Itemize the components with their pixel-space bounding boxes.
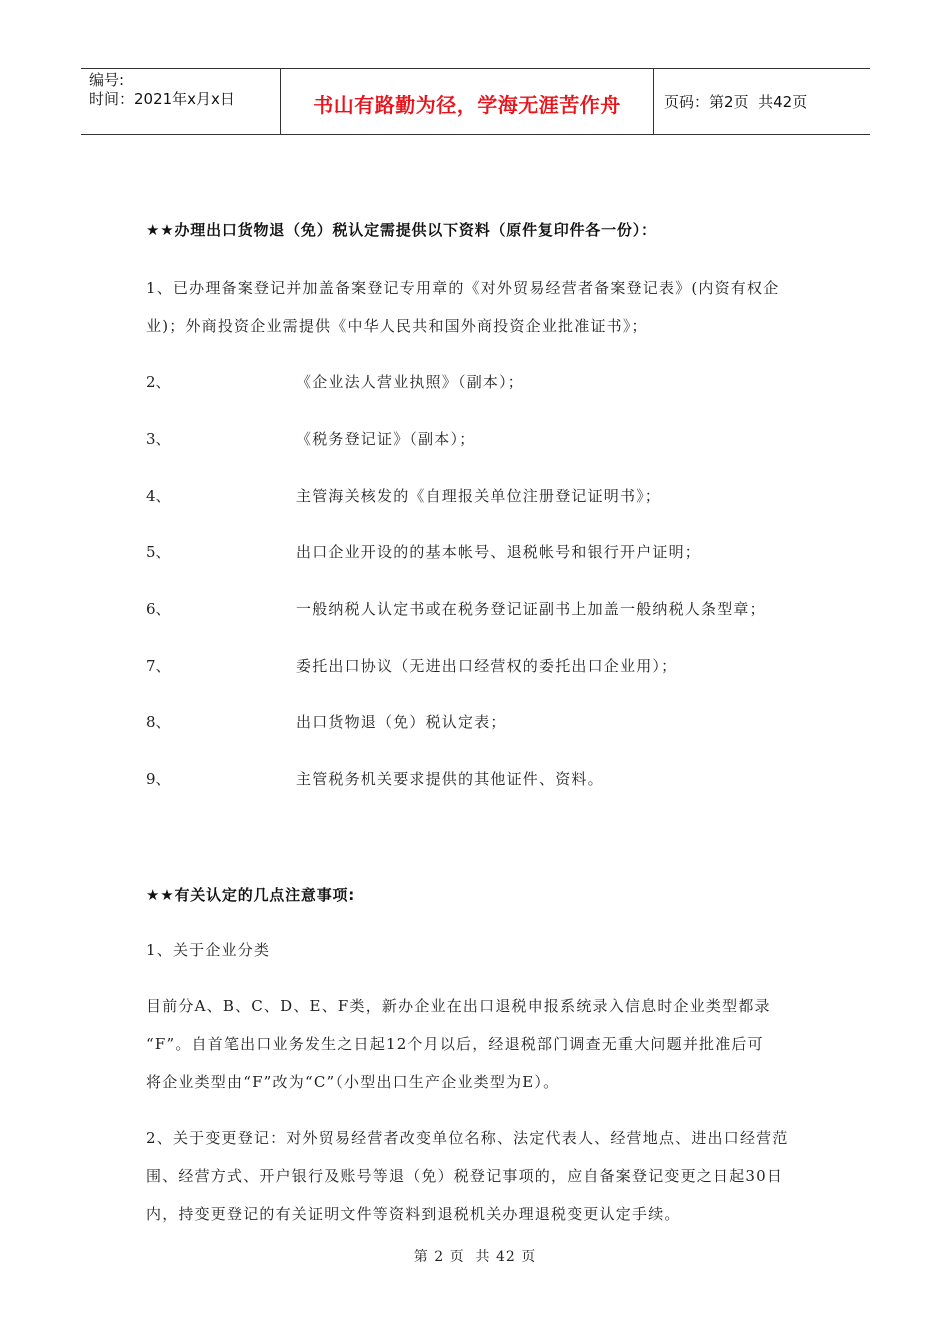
item-text: 主管税务机关要求提供的其他证件、资料。 [296, 770, 604, 788]
sub1-heading: 1、关于企业分类 [146, 941, 271, 959]
para1-line1: 目前分A、B、C、D、E、F类，新办企业在出口退税申报系统录入信息时企业类型都录 [146, 997, 771, 1015]
page-footer [0, 1246, 950, 1266]
header-table [81, 68, 870, 135]
item-number: 3、 [146, 430, 171, 448]
item-number: 5、 [146, 543, 171, 561]
page-total: 42 [773, 92, 793, 111]
page-prefix: 页码：第 [664, 93, 725, 111]
item-text: 出口货物退（免）税认定表； [296, 713, 507, 731]
para2-line1: 2、关于变更登记：对外贸易经营者改变单位名称、法定代表人、经营地点、进出口经营范 [146, 1129, 789, 1147]
footer-page-total: 42 [495, 1249, 516, 1265]
item-text: 主管海关核发的《自理报关单位注册登记证明书》； [296, 487, 662, 505]
item-text: 委托出口协议（无进出口经营权的委托出口企业用）； [296, 657, 678, 675]
document-date-label: 时间：2021年x月x日 [89, 90, 235, 108]
footer-mid: 页 共 [449, 1249, 491, 1265]
item-number: 7、 [146, 657, 171, 675]
item-number: 4、 [146, 487, 171, 505]
item-number: 9、 [146, 770, 171, 788]
item1-line2: 业)；外商投资企业需提供《中华人民共和国外商投资企业批准证书》； [146, 317, 648, 335]
item-text: 一般纳税人认定书或在税务登记证副书上加盖一般纳税人条型章； [296, 600, 766, 618]
header-page-indicator [654, 69, 870, 134]
item-text: 出口企业开设的的基本帐号、退税帐号和银行开户证明； [296, 543, 702, 561]
section1-heading: ★★办理出口货物退（免）税认定需提供以下资料（原件复印件各一份）： [146, 221, 657, 239]
item-number: 6、 [146, 600, 171, 618]
page-suffix: 页 [792, 93, 808, 111]
item-text: 《税务登记证》（副本）； [296, 430, 476, 448]
page-number: 2 [724, 92, 734, 111]
footer-page-number: 2 [434, 1249, 445, 1265]
footer-suffix: 页 [521, 1249, 537, 1265]
item1-line1: 1、已办理备案登记并加盖备案登记专用章的《对外贸易经营者备案登记表》(内资有权企 [146, 279, 780, 297]
footer-prefix: 第 [413, 1249, 429, 1265]
item-number: 2、 [146, 373, 171, 391]
page-mid: 页 共 [733, 93, 774, 111]
header-motto: 书山有路勤为径，学海无涯苦作舟 [281, 69, 654, 134]
item-text: 《企业法人营业执照》（副本）； [296, 373, 525, 391]
header-meta [81, 69, 281, 134]
para2-line2: 围、经营方式、开户银行及账号等退（免）税登记事项的，应自备案登记变更之日起30日 [146, 1167, 784, 1185]
item-number: 8、 [146, 713, 171, 731]
section2-heading: ★★有关认定的几点注意事项: [146, 886, 356, 904]
para1-line3: 将企业类型由“F”改为“C”（小型出口生产企业类型为E）。 [146, 1073, 560, 1091]
document-number-label: 编号: [89, 71, 125, 89]
para1-line2: “F”。自首笔出口业务发生之日起12个月以后，经退税部门调查无重大问题并批准后可 [146, 1035, 764, 1053]
para2-line3: 内，持变更登记的有关证明文件等资料到退税机关办理退税变更认定手续。 [146, 1205, 681, 1223]
